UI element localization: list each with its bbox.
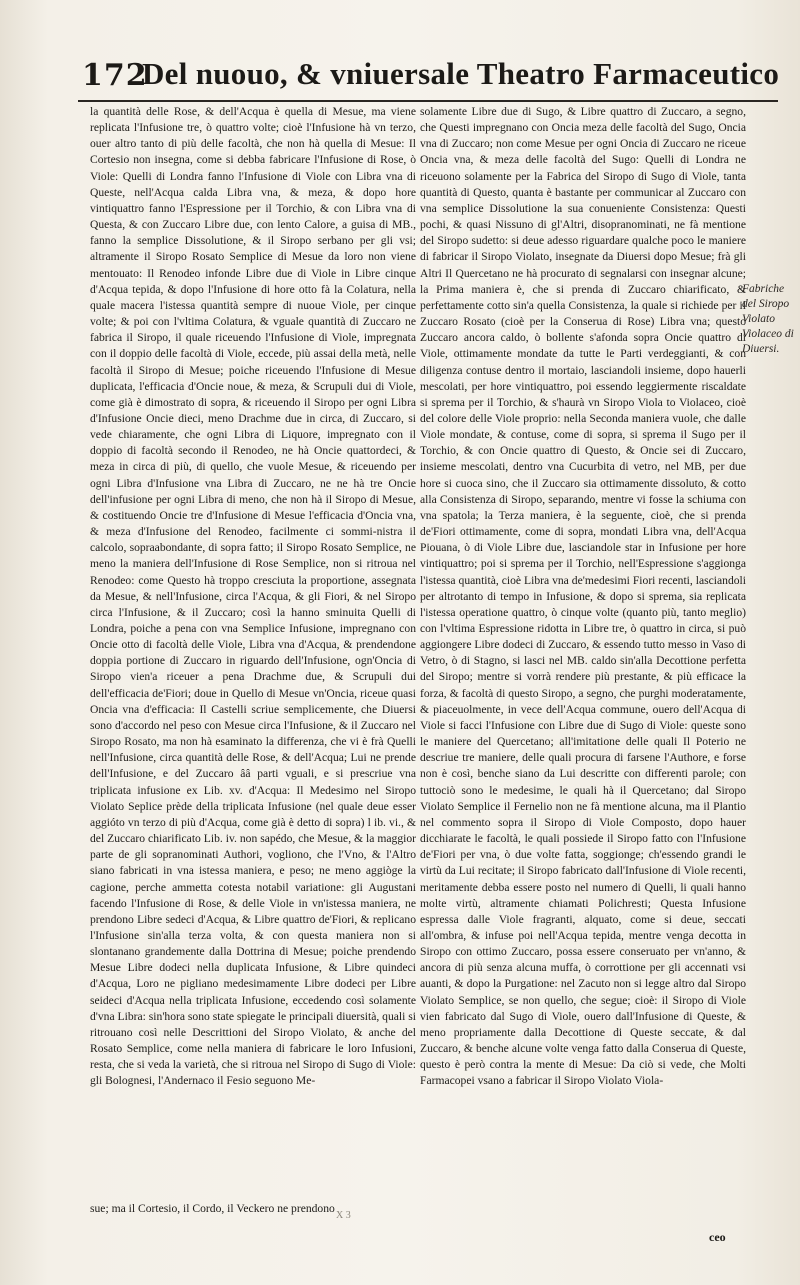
page-number: 172 [82,58,148,93]
running-title: Del nuouo, & vniuersale Theatro Farmaceutico [142,56,780,91]
left-column-text: la quantità delle Rose, & dell'Acqua è quella di Mesue, ma viene replicata l'Infusione tre, ò quattro volte; cioè l'Infusione hà vn terzo, ouer altro tanto di più delle facoltà, che non hà quella di Mesue: Il Cortesio non insegna, come si debba fabricare l'Infusione di Rose, ò Viole: Quelli di Londra fanno l'Infusione di Viole con Libra vna di Queste, nell'Acqua calda Libra vna, & meza, & dopo hore vintiquattro fanno l'Espressione per il Torchio, & con Libra vna di Questa, & con Zuccaro Libre due, con lento Calore, a guisa di MB., fanno la semplice Dissolutione, & il Siropo serbano per gli vsi; altramente il Siropo Rosato Semplice di Mesue da loro non viene mentouato: Il Renodeo infonde Libre due di Viole in Libre cinque d'Acqua tepida, & dopo l'Infusione di hore otto fà la Colatura, nella quale macera l'istessa quantità sempre di nuoue Viole, per cinque volte; & poi con l'vltima Colatura, & vguale quantità di Zuccaro ne fabrica il Siropo, il quale riceuendo l'Infusione di Viole, impregnata con il doppio delle facoltà di Viole, eccede, più assai della metà, nelle facoltà il Siropo di Mesue; poiche riceuendo l'Infusione di Mesue duplicata, l'efficacia d'Oncie noue, & meza, & Scrupuli dui di Viole, come già è dimostrato di sopra, & riceuendo il Siropo per ogni Libra d'Infusione Oncie dieci, meno Drachme due in circa, di Zuccaro, si vede chiaramente, che ogni Libra di Liquore, impregnato con il doppio di facoltà secondo il Renodeo, ne hà Oncie quattordeci, & meza in circa di più, di quello, che vuole Mesue, & riceuendo per ogni Libra d'Infusione vna Libra di Zuccaro, ne ne hà tre Oncie dell'infusione per ogni Libra di meno, che non hà il Siropo di Mesue, & costituendo Oncie tre d'Infusione di Mesue l'efficacia d'Oncia vna, & meza d'Infusione del Renodeo, facilmente ci sommi-nistra il calcolo, sopraabondante, di sopra fatto; il Siropo Rosato Semplice, ne meno la maniera dell'Infusione di Rose Semplice, non si ritroua nel Renodeo: come Questo hà troppo cresciuta la proportione, assegnata da Mesue, & nell'Infusione, circa l'Acqua, & gli Fiori, & nel Siropo circa l'Infusione, & il Zuccaro; così la hanno sminuita Quelli di Londra, poiche a pena con vna Semplice Infusione, impregnano con Oncie otto di facoltà delle Viole, Libra vna d'Acqua, & prendendone doppia portione di Zuccaro in riguardo dell'Infusione, ogn'Oncia di Siropo vien'a riceuer a pena Drachme due, & Scrupuli dui dell'efficacia de'Fiori; doue in Quello di Mesue vn'Oncia, riceue quasi Oncia vna d'efficacia: Il Castelli scriue semplicemente, che Diuersi sono d'accordo nel peso con Mesue circa l'Infusione, & il Zuccaro nel Siropo Rosato, ma non hà esaminato la differenza, che vi è frà Quelli nell'Infusione, circa quantità delle Rose, & dell'Acqua; Lui ne prende dell'Infusione, e del Zuccaro ââ parti vguali, e si prescriue vna triplicata infusione ex Lib. xv. d'Acqua: Il Medesimo nel Siropo Violato Seplice prède della triplicata Infusione (nel quale deue esser aggióto vn terzo di più d'Acqua, come già è detto di sopra) l ib. vi., & del Zuccaro chiarificato Lib. iv. non sapédo, che Mesue, & la maggior parte de gli sopranominati Authori, vogliono, che l'Vno, & l'Altro siano fabricati in vna istessa maniera, e peso; ne meno aggiòge la cagione, perche ammetta cotesta notabil variatione: gli Augustani facendo l'Infusione di Rose, & delle Viole in vn'istessa maniera, ne prendono Libre sedeci d'Acqua, & Libre quattro de'Fiori, & replicano l'Infusione sin'alla terza volta, & con questa maniera non si slontanano grandemente dalla Dottrina di Mesue; poiche prendendo Mesue Libre dodeci nella duplicata Infusione, & Libre quindeci d'Acqua, Loro ne pigliano medesimamente Libre dodeci per Libre seideci d'Acqua nella triplicata Infusione, eccedendo così solamente d'vna Libra: sin'hora sono state spiegate le principali diuersità, quali si ritrouano così nelle Descrittioni del Siropo Violato, & anche del Rosato Semplice, come nella maniera di fabricare le loro Infusioni, resta, che si veda la varietà, che si ritroua nel Siropo di Sugo di Viole: gli Bolognesi, l'Andernaco il Fesio seguono Me- [90,105,416,1088]
left-text-column [90,104,416,1090]
right-column-text: solamente Libre due di Sugo, & Libre quattro di Zuccaro, a segno, che Questi impregnano con Oncia meza delle facoltà del Sugo, Oncia vna di Zuccaro; non come Mesue per ogni Oncia di Zuccaro ne riceue Oncia vna, & meza delle facoltà del Sugo: Quelli di Londra ne riceuono solamente per la Fabrica del Siropo di Sugo di Viole, tanta quantità di Questo, quanta è bastante per communicar al Zuccaro con vna semplice Dissolutione la sua conueniente Consistenza: Questi pochi, & quasi Nissuno di gl'Altri, disopranominati, ne fà mentione del Siropo sudetto: si deue adesso riguardare qualche poco le maniere di fabricar il Siropo Violato, insegnate da Diuersi dopo Mesue; frà gli Altri Il Quercetano ne hà procurato di segnalarsi con insegnar alcune; la Prima maniera è, che si prenda di Zuccaro chiarificato, & perfettamente cotto sin'a quella Consistenza, la quale si richiede per il Zuccaro Rosato (cioè per la Conserua di Rose) Libra vna; questo Zuccaro ancora caldo, ò bollente s'afonda sopra Oncie quattro di Viole, ottimamente mondate da tutte le Parti verdeggianti, & con diligenza contuse dentro il mortaio, lasciandoli insieme, dopo hauerli mescolati, per hore vintiquattro, poi essendo leggiermente riscaldate si sprema per il Torchio, & s'haurà vn Siropo Viola to Violaceo, cioè del colore delle Viole proprio: nella Seconda maniera vuole, che dalle Viole mondate, & contuse, come di sopra, si sprema il Sugo per il Torchio, & con Oncie quattro di Questo, & Oncie sei di Zuccaro, insieme mescolati, dentro vna Cucurbita di vetro, nel MB, per due hore si cuoca sino, che il Zuccaro sia ottimamente dissoluto, & cotto alla Consistenza di Siropo, separando, mentre vi fosse la schiuma con vna spatola; la Terza maniera, è la seguente, cioè, che si prenda de'Fiori ottimamente, come di sopra, mondati Libra vna, dell'Acqua Piouana, ò di Viole Libre due, lasciandole star in Infusione per hore vintiquattro; poi si sprema per il Torchio, nell'Espressione s'aggionga l'istessa quantità, cioè Libra vna de'medesimi Fiori recenti, lasciandoli per altrotanto di tempo in Infusione, & dopo si sprema, sia replicata l'istessa operatione quattro, ò cinque volte (quanto più, tanto meglio) con l'vltima Espressione ridotta in Libre tre, ò quattro in circa, si può aggiongere Libre dodeci di Zuccaro, & essendo tutto messo in Vaso di Vetro, ò di Stagno, si lasci nel MB. caldo sin'alla Decottione perfetta del Siropo; mentre si vorrà rendere più prestante, & più efficace la forza, & facoltà di questo Siropo, a segno, che purghi moderatamente, & piaceuolmente, in vece dell'Acqua commune, ouero dell'Acqua di Viole si facci l'Infusione con Libre due di Sugo di Viole: queste sono le maniere del Quercetano; all'imitatione delle quali Il Poterio ne descriue tre maniere, delle quali procura di farsene l'Authore, e forse non è così, benche siano da Lui descritte con differenti parole; con tuttociò sono le medesime, le quali hà il Quercetano; dal Siropo Violato Semplice il Fernelio non ne fà mentione alcuna, ma il Plantio nel commento sopra il Siropo di Viole Composto, dopo hauer dicchiarate le facoltà, le quali possiede il Siropo fatto con l'Infusione de'Fiori per vna, ò due volte fatta, soggionge; ch'essendo grandi le virtù da Lui recitate; il Siropo fabricato dall'Infusione di Viole recenti, meritamente debba essere posto nel numero di Quelli, li quali hanno molte virtù, altramente chiamati Polichresti; Questa Infusione espressa dalle Viole fragranti, alquato, come si deue, seccati all'ombra, & infuse poi nell'Acqua tepida, mentre venga decotta in Siropo con ottimo Zuccaro, possa essere conseruato per vn'anno, & ancora di più senza alcuna muffa, ò corrottione per gli accennati vsi auanti, & dopo la Purgatione: nel Zacuto non si legge altro dal Siropo Violato Semplice, se non quello, che segue; cioè: il Siropo di Viole vien fabricato dal Sugo di Viole, ouero dall'Infusione di Queste, & meno propriamente dalla Decottione di Queste seccate, & dal Zuccaro, & benche alcune volte venga fatto dalla Conserua di Queste, questo è però contra la mente di Mesue: Da ciò si vede, che Molti Farmacopei vsano a fabricar il Siropo Violato Viola- [420,105,746,1088]
catchword: ceo [709,1230,726,1244]
left-column-last-line: sue; ma il Cortesio, il Cordo, il Veckero ne prendono [90,1202,335,1215]
signature-mark: X 3 [336,1210,351,1221]
right-text-column [420,104,746,1090]
marginal-note: Fabriche del Siropo Violato Violaceo di Diuersi. [742,283,794,355]
page-header [78,52,778,102]
